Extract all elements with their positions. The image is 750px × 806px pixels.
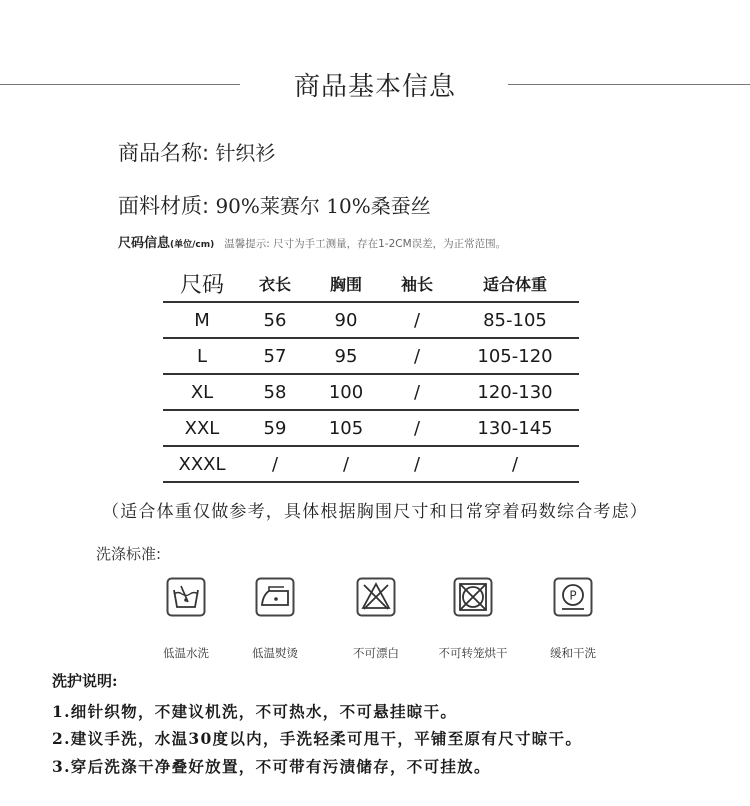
cell-weight: 130-145: [451, 410, 579, 446]
header-size: 尺码: [163, 266, 241, 302]
cell-size: XXL: [163, 410, 241, 446]
wash-item-gentle-dry-clean: [533, 577, 613, 661]
cell-sleeve: /: [383, 302, 451, 338]
product-name-row: [118, 137, 275, 167]
cell-length: 58: [241, 374, 309, 410]
care-item: 3.穿后洗涤干净叠好放置，不可带有污渍储存，不可挂放。: [52, 757, 491, 776]
care-title: 洗护说明:: [52, 672, 118, 690]
cell-weight: 85-105: [451, 302, 579, 338]
cell-size: XXXL: [163, 446, 241, 482]
cell-sleeve: /: [383, 374, 451, 410]
wash-caption: 低温水洗: [163, 646, 209, 660]
size-note: （适合体重仅做参考，具体根据胸围尺寸和日常穿着码数综合考虑）: [102, 502, 648, 522]
wash-item-no-tumble-dry: [433, 577, 513, 661]
table-row: [163, 302, 579, 338]
cell-length: 59: [241, 410, 309, 446]
cell-chest: /: [309, 446, 383, 482]
cell-length: 56: [241, 302, 309, 338]
wash-caption: 低温熨烫: [252, 646, 298, 660]
table-row: [163, 338, 579, 374]
size-table: [163, 266, 579, 483]
product-name-label: 商品名称:: [118, 141, 210, 165]
low-temp-wash-icon: [166, 577, 206, 617]
wash-item-low-temp-wash: [146, 577, 226, 661]
cell-sleeve: /: [383, 338, 451, 374]
cell-sleeve: /: [383, 410, 451, 446]
table-row: [163, 374, 579, 410]
cell-length: /: [241, 446, 309, 482]
header-length: 衣长: [241, 266, 309, 302]
size-info-heading: 尺码信息: [118, 236, 171, 251]
svg-text:P: P: [569, 588, 577, 603]
header-chest: 胸围: [309, 266, 383, 302]
cell-size: XL: [163, 374, 241, 410]
no-tumble-dry-icon: [453, 577, 493, 617]
cell-length: 57: [241, 338, 309, 374]
cell-sleeve: /: [383, 446, 451, 482]
care-item: 2.建议手洗，水温30度以内，手洗轻柔可甩干，平铺至原有尺寸晾干。: [52, 729, 583, 748]
product-name-value: 针织衫: [215, 141, 276, 165]
size-info-unit: (单位/cm): [170, 240, 215, 250]
wash-caption: 缓和干洗: [550, 646, 596, 660]
table-row: [163, 446, 579, 482]
size-info: [118, 232, 506, 251]
size-table-header: [163, 266, 579, 302]
cell-weight: 105-120: [451, 338, 579, 374]
header-weight: 适合体重: [451, 266, 579, 302]
size-info-tip: 温馨提示: 尺寸为手工测量，存在1-2CM误差，为正常范围。: [224, 238, 507, 250]
cell-weight: /: [451, 446, 579, 482]
table-row: [163, 410, 579, 446]
cell-chest: 90: [309, 302, 383, 338]
wash-item-no-bleach: [336, 577, 416, 661]
low-temp-iron-icon: [255, 577, 295, 617]
gentle-dry-clean-icon: [553, 577, 593, 617]
care-item: 1.细针织物，不建议机洗，不可热水，不可悬挂晾干。: [52, 702, 458, 721]
material-label: 面料材质:: [118, 194, 210, 218]
no-bleach-icon: [356, 577, 396, 617]
wash-caption: 不可漂白: [353, 646, 399, 660]
material-row: [118, 190, 431, 220]
material-value: 90%莱赛尔 10%桑蚕丝: [215, 194, 431, 218]
header-sleeve: 袖长: [383, 266, 451, 302]
washing-label: 洗涤标准:: [96, 545, 162, 563]
page-title: 商品基本信息: [293, 72, 456, 102]
cell-size: M: [163, 302, 241, 338]
wash-item-low-temp-iron: [235, 577, 315, 661]
cell-chest: 105: [309, 410, 383, 446]
cell-chest: 95: [309, 338, 383, 374]
cell-weight: 120-130: [451, 374, 579, 410]
cell-size: L: [163, 338, 241, 374]
cell-chest: 100: [309, 374, 383, 410]
wash-caption: 不可转笼烘干: [438, 646, 508, 660]
